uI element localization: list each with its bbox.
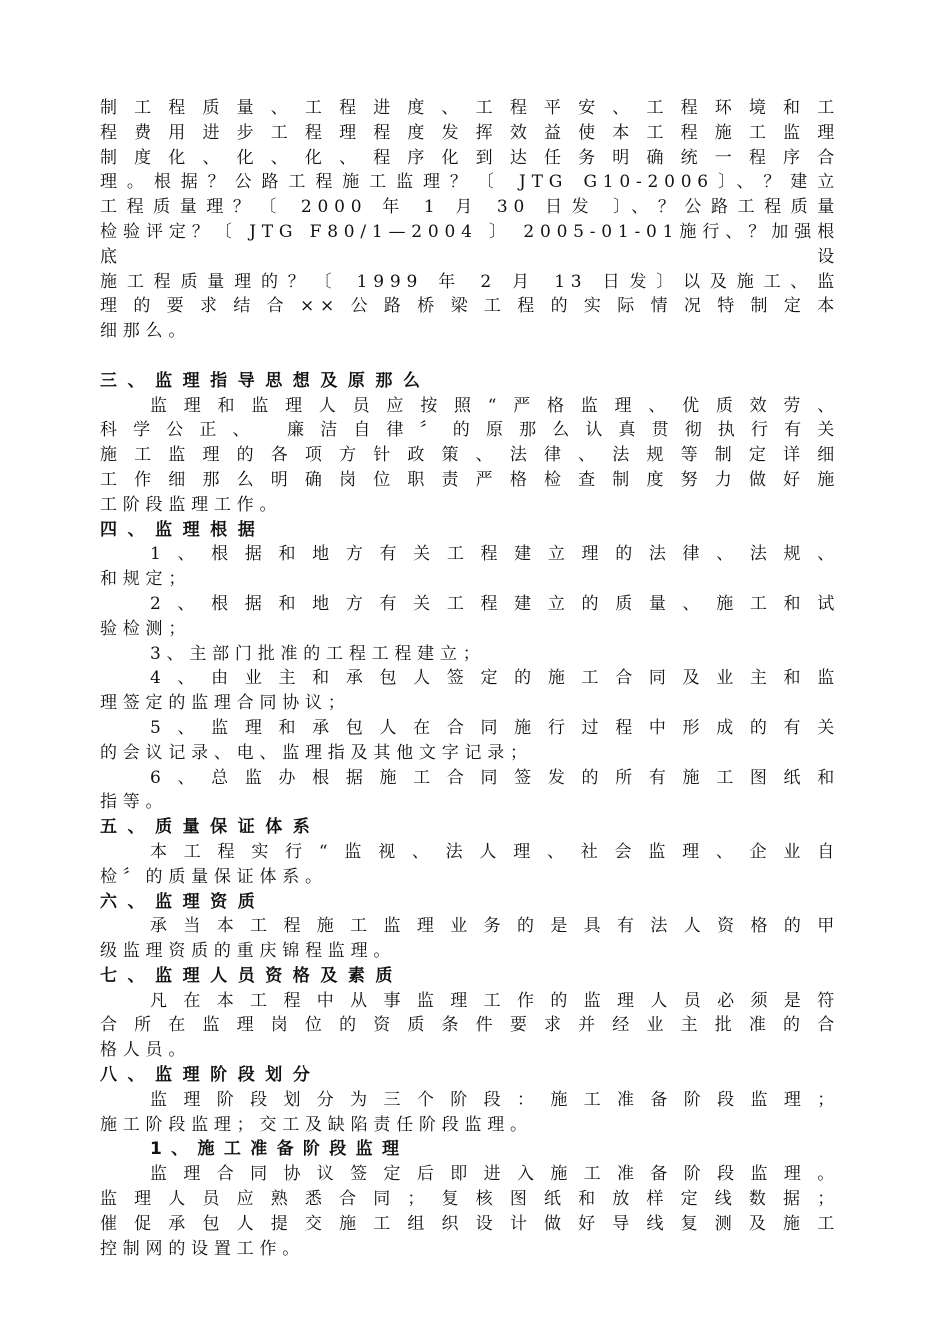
text-line: 催促承包人提交施工组织设计做好导线复测及施工 bbox=[100, 1213, 840, 1234]
text-line: 细那么。 bbox=[100, 321, 192, 342]
text-line: 1、根据和地方有关工程建立理的法律、法规、 bbox=[150, 544, 840, 565]
text-line: 合所在监理岗位的资质条件要求并经业主批准的合 bbox=[100, 1015, 840, 1036]
intro-paragraph bbox=[100, 96, 840, 344]
basis-list bbox=[100, 542, 840, 815]
section-8-paragraph bbox=[100, 1088, 840, 1138]
section-7-paragraph bbox=[100, 989, 840, 1063]
section-5-heading: 五、质量保证体系 bbox=[100, 817, 321, 838]
text-line: 2、根据和地方有关工程建立的质量、施工和试 bbox=[150, 593, 840, 614]
text-line: 4、由业主和承包人签定的施工合同及业主和监 bbox=[150, 668, 840, 689]
text-line: 理签定的监理合同协议； bbox=[100, 693, 351, 714]
blank-line bbox=[100, 344, 840, 369]
section-7-heading: 七、监理人员资格及素质 bbox=[100, 965, 403, 986]
text-line: 工程质量理？〔 2000 年 1 月 30 日发 〕、？公路工程质量 bbox=[100, 197, 840, 218]
subsection-1-heading: 1、施工准备阶段监理 bbox=[150, 1139, 409, 1160]
text-line: 6、总监办根据施工合同签发的所有施工图纸和 bbox=[150, 767, 840, 788]
text-line: 理的要求结合××公路桥梁工程的实际情况特制定本 bbox=[100, 296, 840, 317]
text-line: 3、主部门批准的工程工程建立； bbox=[150, 643, 486, 664]
text-line: 工阶段监理工作。 bbox=[100, 494, 283, 515]
text-line: 检〞的质量保证体系。 bbox=[100, 866, 328, 887]
text-line: 承当本工程施工监理业务的是具有法人资格的甲 bbox=[150, 916, 840, 937]
section-6-paragraph bbox=[100, 914, 840, 964]
text-line: 检验评定？〔 JTG F80/1—2004 〕 2005-01-01施行、？加强根底设 bbox=[100, 221, 840, 267]
text-line: 控制网的设置工作。 bbox=[100, 1238, 306, 1259]
text-line: 验检测； bbox=[100, 618, 192, 639]
list-item bbox=[100, 766, 840, 816]
text-line: 工作细那么明确岗位职责严格检查制度努力做好施 bbox=[100, 469, 840, 490]
section-4-heading: 四、监理根据 bbox=[100, 519, 266, 540]
list-item bbox=[100, 666, 840, 716]
text-line: 5、监理和承包人在合同施行过程中形成的有关 bbox=[150, 717, 840, 738]
text-line: 监理阶段划分为三个阶段：施工准备阶段监理； bbox=[150, 1089, 840, 1110]
text-line: 施工程质量理的？〔 1999 年 2 月 13 日发〕以及施工、监 bbox=[100, 271, 840, 292]
text-line: 级监理资质的重庆锦程监理。 bbox=[100, 941, 397, 962]
section-3-heading: 三、监理指导思想及原那么 bbox=[100, 370, 431, 391]
text-line: 格人员。 bbox=[100, 1040, 192, 1061]
text-line: 制度化、化、化、程序化到达任务明确统一程序合 bbox=[100, 147, 840, 168]
subsection-1-paragraph bbox=[100, 1162, 840, 1261]
section-8-heading: 八、监理阶段划分 bbox=[100, 1065, 321, 1086]
text-line: 制工程质量、工程进度、工程平安、工程环境和工 bbox=[100, 98, 840, 118]
list-item bbox=[100, 542, 840, 592]
text-line: 理。根据？公路工程施工监理？〔 JTG G10-2006〕、？建立 bbox=[100, 172, 840, 193]
text-line: 凡在本工程中从事监理工作的监理人员必须是符 bbox=[150, 990, 840, 1011]
list-item bbox=[100, 592, 840, 642]
text-line: 施工监理的各项方针政策、法律、法规等制定详细 bbox=[100, 445, 840, 466]
text-line: 监理和监理人员应按照“严格监理、优质效劳、 bbox=[150, 395, 840, 416]
list-item bbox=[100, 642, 840, 667]
list-item bbox=[100, 716, 840, 766]
text-line: 和规定； bbox=[100, 569, 192, 590]
text-line: 科学公正、 廉洁自律〞的原那么认真贯彻执行有关 bbox=[100, 420, 840, 441]
text-line: 程费用进步工程理程度发挥效益使本工程施工监理 bbox=[100, 122, 840, 143]
text-line: 本工程实行“监视、法人理、社会监理、企业自 bbox=[150, 841, 840, 862]
section-3-paragraph bbox=[100, 394, 840, 518]
text-line: 施工阶段监理；交工及缺陷责任阶段监理。 bbox=[100, 1114, 533, 1135]
text-line: 的会议记录、电、监理指及其他文字记录； bbox=[100, 742, 533, 763]
section-6-heading: 六、监理资质 bbox=[100, 891, 266, 912]
text-line: 监理合同协议签定后即进入施工准备阶段监理。 bbox=[150, 1164, 840, 1185]
text-line: 监理人员应熟悉合同；复核图纸和放样定线数据； bbox=[100, 1189, 840, 1210]
section-5-paragraph bbox=[100, 840, 840, 890]
text-line: 指等。 bbox=[100, 792, 169, 813]
document-page bbox=[100, 96, 840, 1261]
